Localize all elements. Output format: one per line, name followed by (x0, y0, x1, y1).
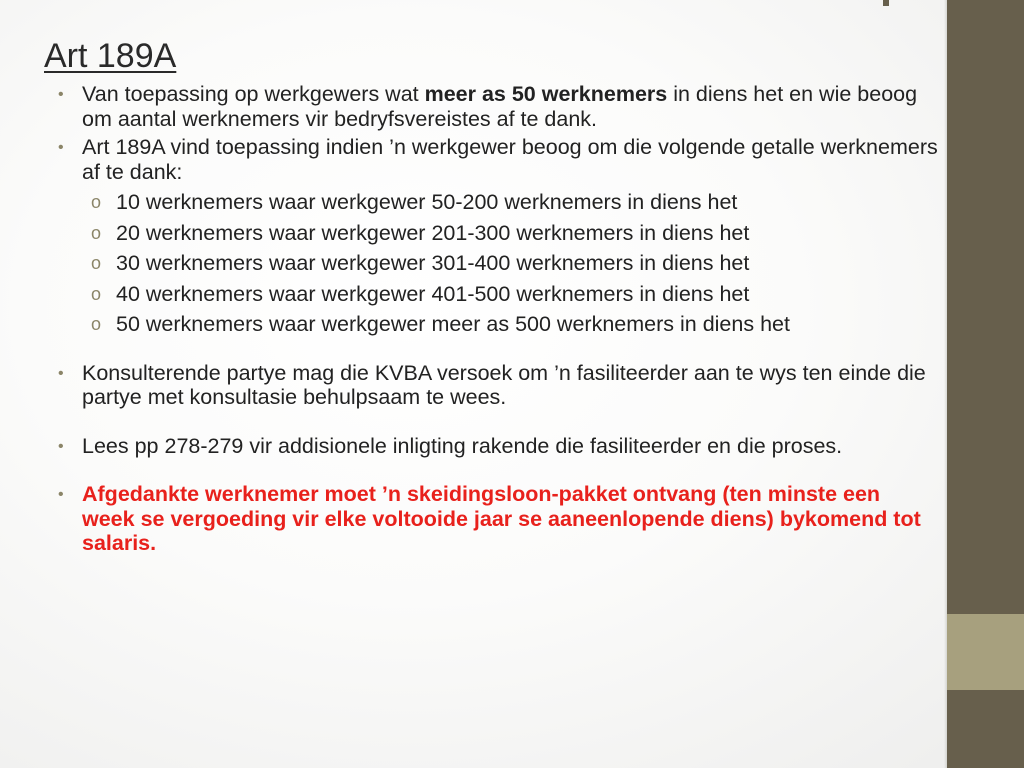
slide-title: Art 189A (44, 37, 177, 75)
sub-bullet-item (58, 282, 938, 307)
bullet-text: Van toepassing op werkgewers wat (82, 82, 425, 106)
bullet-item (58, 482, 938, 556)
sub-bullet-item (58, 190, 938, 215)
slide-content (58, 82, 938, 556)
side-decoration-bar (947, 0, 1024, 768)
circle-bullet-icon: o (91, 192, 102, 212)
emphasis-bullet-text: Afgedankte werknemer moet ’n skeidingsloon-pakket ontvang (ten minste een week se vergoeding vir elke voltooide jaar se aaneenlopende diens) bykomend tot salaris. (82, 482, 921, 555)
bullet-icon: • (58, 86, 64, 103)
circle-bullet-icon: o (91, 253, 102, 273)
sub-bullet-text: 10 werknemers waar werkgewer 50-200 werknemers in diens het (116, 190, 738, 214)
bullet-icon: • (58, 364, 64, 382)
bullet-text: in diens het en wie beoog om aantal werknemers vir bedryfsvereistes af te dank. (82, 82, 918, 131)
bullet-item (58, 361, 938, 410)
circle-bullet-icon: o (91, 222, 102, 243)
bullet-text: Lees pp 278-279 vir addisionele inligting rakende die fasiliteerder en die proses. (82, 433, 843, 458)
bullet-item (58, 135, 938, 184)
sub-bullet-item (58, 312, 938, 337)
sub-bullet-item (58, 251, 938, 276)
top-decoration-mark (883, 0, 889, 6)
sub-bullet-item (58, 221, 938, 246)
bullet-item (58, 434, 938, 459)
sub-bullet-text: 40 werknemers waar werkgewer 401-500 werknemers in diens het (116, 281, 750, 306)
bullet-item (58, 82, 938, 131)
side-bar-accent-block (947, 614, 1024, 690)
bullet-icon: • (58, 437, 64, 455)
bullet-text: Konsulterende partye mag die KVBA versoek om ’n fasiliteerder aan te wys ten einde die partye met konsultasie behulpsaam te wees. (82, 360, 926, 409)
sub-bullet-text: 30 werknemers waar werkgewer 301-400 werknemers in diens het (116, 251, 750, 275)
bullet-icon: • (58, 486, 64, 503)
sub-bullet-text: 50 werknemers waar werkgewer meer as 500 werknemers in diens het (116, 312, 790, 336)
sub-bullet-text: 20 werknemers waar werkgewer 201-300 werknemers in diens het (116, 220, 750, 245)
circle-bullet-icon: o (91, 314, 102, 334)
circle-bullet-icon: o (91, 283, 102, 304)
bullet-bold-text: meer as 50 werknemers (424, 82, 668, 106)
bullet-icon: • (58, 139, 64, 156)
bullet-text: Art 189A vind toepassing indien ’n werkgewer beoog om die volgende getalle werknemers af te dank: (82, 135, 938, 184)
